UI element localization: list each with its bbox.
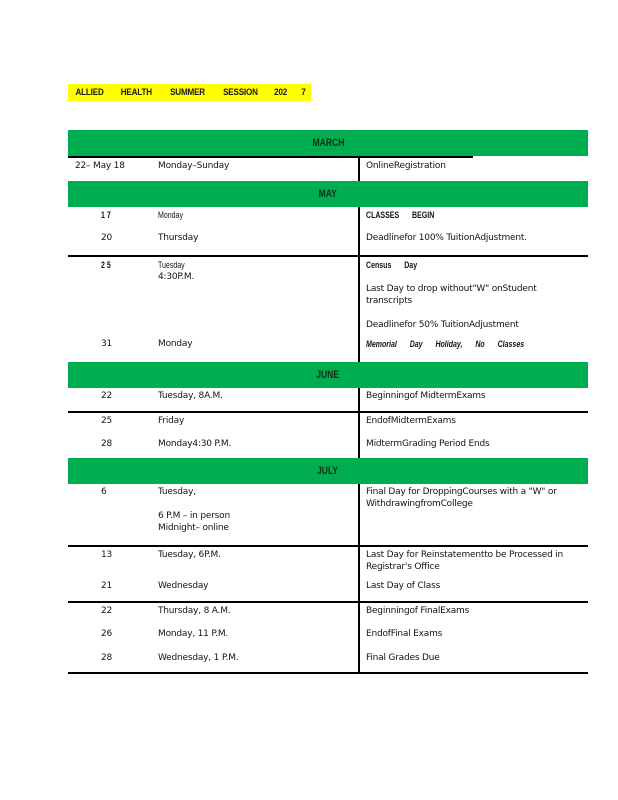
date-cell — [68, 549, 158, 578]
calendar-row — [68, 626, 588, 650]
description-cell — [358, 580, 588, 601]
date-text: 22 — [101, 606, 113, 616]
description-cell — [358, 605, 588, 626]
calendar-row — [68, 207, 588, 230]
description-line-text: transcripts — [366, 296, 413, 306]
month-rows-march — [68, 156, 588, 181]
description-cell — [358, 549, 588, 578]
day-line-text: Monday4:30 P.M. — [158, 439, 232, 449]
calendar-row — [68, 158, 588, 181]
description-line-text — [366, 307, 369, 319]
description-line — [366, 486, 588, 498]
day-cell — [158, 209, 358, 230]
month-rows-june — [68, 388, 588, 458]
date-cell — [68, 160, 158, 181]
day-cell — [158, 232, 358, 255]
day-line — [158, 510, 358, 522]
description-cell — [358, 160, 588, 181]
day-line-text: Midnight– online — [158, 523, 229, 533]
day-line-text: Tuesday, 6P.M. — [158, 550, 221, 560]
description-line-text: MidtermGrading Period Ends — [366, 439, 490, 449]
description-line — [366, 271, 588, 283]
day-line — [158, 338, 358, 350]
month-rows-may — [68, 207, 588, 362]
day-line — [158, 160, 358, 172]
month-header-label: MAY — [318, 188, 338, 200]
description-line — [366, 605, 588, 617]
day-cell — [158, 160, 358, 181]
description-line — [366, 561, 588, 573]
description-line — [366, 283, 588, 295]
calendar-row — [68, 650, 588, 672]
calendar-row — [68, 230, 588, 255]
table-bottom-border — [68, 672, 588, 674]
date — [101, 232, 158, 244]
description-line-text: Memorial Day Holiday, No Classes — [366, 339, 525, 349]
description-line — [366, 259, 588, 271]
title-word-2: SUMMER — [170, 87, 206, 98]
date-text: 31 — [101, 339, 113, 349]
date-text: 26 — [101, 629, 113, 639]
description-line-text: Last Day for Reinstatementto be Processed in — [366, 550, 564, 560]
title-word-0: ALLIED — [75, 87, 104, 98]
date-text: 1 7 — [101, 210, 111, 220]
day-line-text: Tuesday, — [158, 487, 196, 497]
day-cell — [158, 338, 358, 362]
date-cell — [68, 415, 158, 436]
day-cell — [158, 259, 358, 336]
description-line-text: Census Day — [366, 260, 418, 270]
description-line — [366, 319, 588, 331]
description-line-text: Beginningof MidtermExams — [366, 391, 486, 401]
date — [101, 652, 158, 664]
description-line-text — [366, 271, 369, 283]
date-text: 25 — [101, 416, 113, 426]
description-line-text: Last Day to drop without"W" onStudent — [366, 284, 537, 294]
date-text: 21 — [101, 581, 113, 591]
calendar-row — [68, 484, 588, 545]
date — [101, 486, 158, 498]
day-cell — [158, 580, 358, 601]
date-text: 20 — [101, 233, 113, 243]
date-cell — [68, 390, 158, 411]
day-line-text: Wednesday, 1 P.M. — [158, 653, 239, 663]
description-cell — [358, 390, 588, 411]
day-line-text: Monday — [158, 210, 183, 220]
day-line-text: Friday — [158, 416, 185, 426]
day-line — [158, 549, 358, 561]
day-line — [158, 628, 358, 640]
date — [101, 209, 158, 221]
date — [101, 390, 158, 402]
description-line-text: Final Day for DroppingCourses with a "W" or — [366, 487, 557, 497]
description-line — [366, 295, 588, 307]
month-header-june — [68, 362, 588, 388]
calendar-table — [68, 130, 588, 674]
month-header-label: MARCH — [312, 137, 344, 149]
day-line-text: 4:30P.M. — [158, 272, 195, 282]
description-cell — [358, 259, 588, 336]
date-cell — [68, 628, 158, 650]
description-line — [366, 498, 588, 510]
description-line — [366, 628, 588, 640]
day-line — [158, 522, 358, 534]
date-cell — [68, 486, 158, 545]
title-word-5: 7 — [301, 87, 306, 98]
date — [101, 580, 158, 592]
month-header-march — [68, 130, 588, 156]
date-cell — [68, 605, 158, 626]
day-line-text: Thursday, 8 A.M. — [158, 606, 231, 616]
day-line-text: 6 P.M – in person — [158, 511, 230, 521]
day-line — [158, 271, 358, 283]
description-cell — [358, 438, 588, 458]
date — [101, 338, 158, 350]
day-line — [158, 498, 358, 510]
day-cell — [158, 486, 358, 545]
month-header-may — [68, 181, 588, 207]
description-cell — [358, 486, 588, 545]
description-line — [366, 307, 588, 319]
calendar-row — [68, 436, 588, 458]
day-line — [158, 415, 358, 427]
day-line-text — [158, 498, 161, 510]
description-line-text: OnlineRegistration — [366, 161, 446, 171]
description-line — [366, 415, 588, 427]
date-text: 13 — [101, 550, 113, 560]
calendar-row — [68, 411, 588, 436]
day-cell — [158, 549, 358, 578]
description-line — [366, 549, 588, 561]
day-cell — [158, 390, 358, 411]
day-cell — [158, 652, 358, 672]
day-line — [158, 390, 358, 402]
description-cell — [358, 628, 588, 650]
document-title — [68, 84, 311, 101]
title-word-3: SESSION — [223, 87, 259, 98]
calendar-row — [68, 601, 588, 626]
calendar-row — [68, 255, 588, 336]
description-line-text: Registrar's Office — [366, 562, 440, 572]
description-line — [366, 338, 588, 350]
day-line-text: Monday–Sunday — [158, 161, 230, 171]
description-line-text: Beginningof FinalExams — [366, 606, 470, 616]
day-line — [158, 232, 358, 244]
description-line — [366, 232, 588, 244]
description-line — [366, 390, 588, 402]
day-line-text: Tuesday, 8A.M. — [158, 391, 223, 401]
calendar-row — [68, 388, 588, 411]
date — [101, 628, 158, 640]
description-cell — [358, 232, 588, 255]
description-cell — [358, 652, 588, 672]
description-line-text: Last Day of Class — [366, 581, 441, 591]
day-line-text: Thursday — [158, 233, 199, 243]
day-line — [158, 438, 358, 450]
description-line-text: EndofFinal Exams — [366, 629, 443, 639]
calendar-row — [68, 578, 588, 601]
title-word-4: 202 — [274, 87, 288, 98]
day-line — [158, 259, 358, 271]
date-text: 28 — [101, 439, 113, 449]
description-line-text: Deadlinefor 100% TuitionAdjustment. — [366, 233, 527, 243]
day-line-text: Wednesday — [158, 581, 209, 591]
date-text: 22– May 18 — [75, 161, 125, 171]
month-header-label: JUNE — [316, 369, 340, 381]
description-line — [366, 438, 588, 450]
title-word-1: HEALTH — [121, 87, 153, 98]
date — [101, 438, 158, 450]
date — [75, 160, 158, 172]
date-cell — [68, 338, 158, 362]
date-text: 6 — [101, 487, 107, 497]
day-cell — [158, 628, 358, 650]
day-cell — [158, 605, 358, 626]
day-line — [158, 580, 358, 592]
day-line-text: Tuesday — [158, 260, 185, 270]
month-header-label: JULY — [317, 465, 339, 477]
day-line — [158, 209, 358, 221]
date-text: 22 — [101, 391, 113, 401]
date-text: 28 — [101, 653, 113, 663]
calendar-row — [68, 545, 588, 578]
description-line — [366, 160, 588, 172]
description-line-text: Deadlinefor 50% TuitionAdjustment — [366, 320, 519, 330]
date-cell — [68, 259, 158, 336]
day-cell — [158, 438, 358, 458]
description-line — [366, 652, 588, 664]
date-cell — [68, 580, 158, 601]
date — [101, 605, 158, 617]
description-cell — [358, 415, 588, 436]
description-line-text: EndofMidtermExams — [366, 416, 456, 426]
day-line — [158, 652, 358, 664]
date-cell — [68, 652, 158, 672]
date-cell — [68, 232, 158, 255]
day-line — [158, 605, 358, 617]
date-text: 2 5 — [101, 260, 111, 270]
description-cell — [358, 209, 588, 230]
description-line-text: CLASSES BEGIN — [366, 210, 435, 220]
date-cell — [68, 438, 158, 458]
day-line — [158, 486, 358, 498]
date-cell — [68, 209, 158, 230]
day-line-text: Monday, 11 P.M. — [158, 629, 229, 639]
description-line-text: Final Grades Due — [366, 653, 440, 663]
description-line — [366, 209, 588, 221]
date — [101, 549, 158, 561]
description-line — [366, 580, 588, 592]
description-line-text: WithdrawingfromCollege — [366, 499, 473, 509]
day-line-text: Monday — [158, 339, 193, 349]
date — [101, 259, 158, 271]
day-cell — [158, 415, 358, 436]
month-header-july — [68, 458, 588, 484]
calendar-row — [68, 336, 588, 362]
description-cell — [358, 338, 588, 362]
month-rows-july — [68, 484, 588, 672]
date — [101, 415, 158, 427]
